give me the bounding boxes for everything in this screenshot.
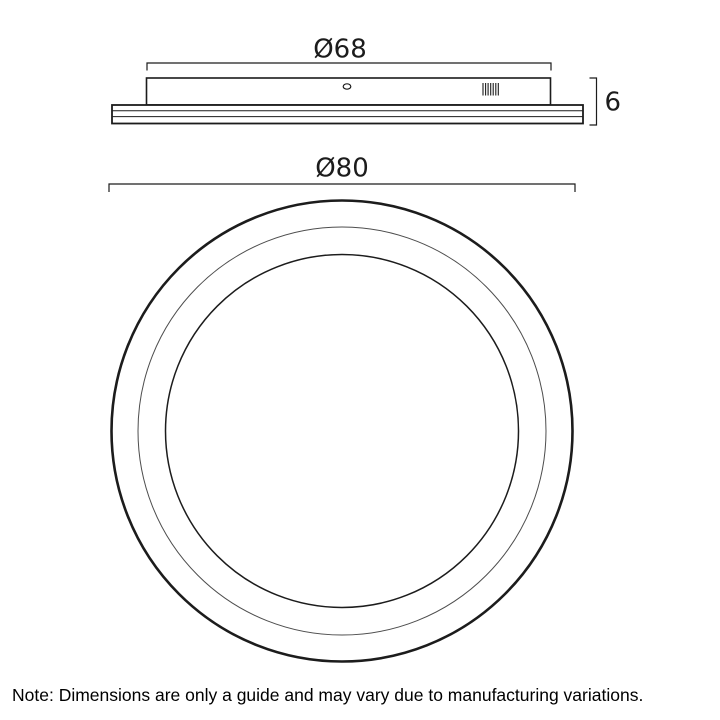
mounting-hole [343,84,351,89]
plan-view [109,154,575,662]
inner-diffuser-circle [166,255,519,608]
dimension-label-body-diameter: Ø68 [313,34,367,65]
dimension-line-overall-diameter [109,184,575,192]
note-text: Note: Dimensions are only a guide and may vary due to manufacturing variations. [12,685,644,705]
middle-trim-circle [138,227,546,635]
dimension-label-height: 6 [604,87,622,118]
side-elevation-view [112,35,621,126]
diffuser-base-outline [112,105,583,124]
fixture-body-outline [147,78,551,105]
dimension-line-height [590,78,597,125]
vent-grille [483,83,498,96]
outer-rim-circle [112,201,573,662]
dimension-label-overall-diameter: Ø80 [315,153,369,184]
